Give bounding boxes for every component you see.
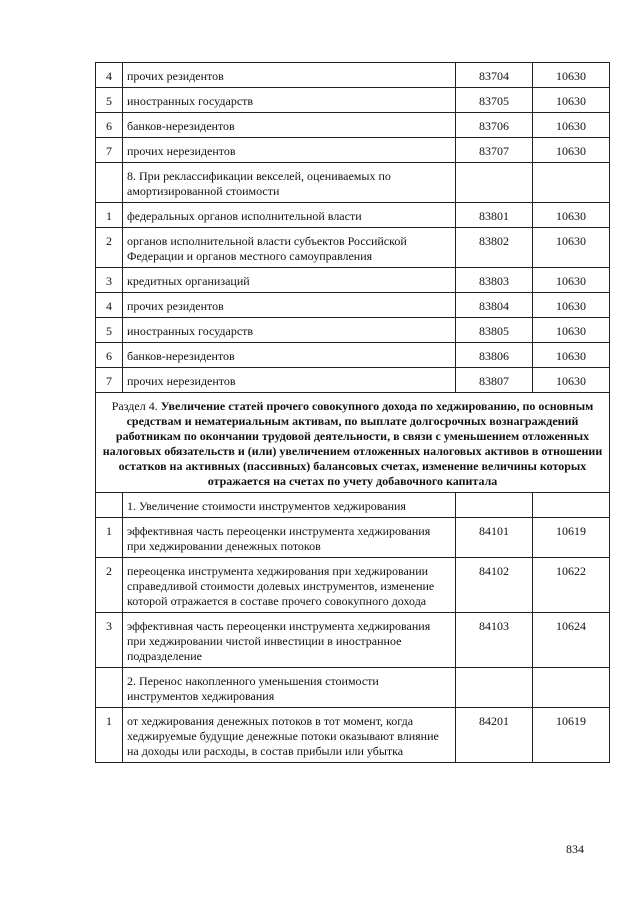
section-heading [96,393,610,493]
row-value: 10630 [533,203,610,228]
row-code: 83807 [456,368,533,393]
row-number: 6 [96,113,123,138]
row-value: 10630 [533,368,610,393]
row-number: 3 [96,268,123,293]
section-row [96,393,610,493]
row-number: 4 [96,293,123,318]
row-code: 83706 [456,113,533,138]
row-code: 84201 [456,708,533,763]
row-description: прочих нерезидентов [123,368,456,393]
row-code: 84102 [456,558,533,613]
row-description: кредитных организаций [123,268,456,293]
row-number: 2 [96,558,123,613]
row-description: прочих нерезидентов [123,138,456,163]
table-row [96,268,610,293]
row-number: 5 [96,318,123,343]
row-code: 84101 [456,518,533,558]
row-description: органов исполнительной власти субъектов Российской Федерации и органов местного самоуправления [123,228,456,268]
row-value: 10630 [533,63,610,88]
row-code: 83704 [456,63,533,88]
table-row [96,113,610,138]
subheading-row [96,668,610,708]
row-value: 10630 [533,88,610,113]
row-value: 10630 [533,113,610,138]
row-value: 10630 [533,138,610,163]
row-value: 10622 [533,558,610,613]
row-code: 83705 [456,88,533,113]
table-row [96,343,610,368]
row-description: иностранных государств [123,318,456,343]
row-description: переоценка инструмента хеджирования при хеджировании справедливой стоимости долевых инструментов, изменение которой отражается в составе прочего совокупного дохода [123,558,456,613]
section-title: Увеличение статей прочего совокупного дохода по хеджированию, по основным средствам и нематериальным активам, по выплате долгосрочных вознаграждений работникам по окончании трудовой деятельности, в связи с уменьшением отложенных налоговых обязательств и (или) увеличением отложенных налоговых активов в отношении остатков на активных (пассивных) балансовых счетах, изменение величины которых отражается на счетах по учету добавочного капитала [102,399,603,488]
row-number: 7 [96,138,123,163]
row-description: прочих резидентов [123,63,456,88]
row-description: прочих резидентов [123,293,456,318]
table-row [96,203,610,228]
row-value: 10630 [533,268,610,293]
table-row [96,228,610,268]
row-description: эффективная часть переоценки инструмента хеджирования при хеджировании денежных потоков [123,518,456,558]
subheading-row [96,493,610,518]
row-number: 5 [96,88,123,113]
table-row [96,318,610,343]
table-row [96,368,610,393]
row-description: банков-нерезидентов [123,113,456,138]
section-prefix: Раздел 4. [111,399,161,413]
row-value: 10630 [533,343,610,368]
table-row [96,138,610,163]
row-description: эффективная часть переоценки инструмента хеджирования при хеджировании чистой инвестиции в иностранное подразделение [123,613,456,668]
table-row [96,293,610,318]
row-description: иностранных государств [123,88,456,113]
page-number: 834 [566,842,584,856]
row-code: 83805 [456,318,533,343]
row-number: 3 [96,613,123,668]
row-number: 2 [96,228,123,268]
table-row [96,88,610,113]
row-code: 83803 [456,268,533,293]
row-number: 6 [96,343,123,368]
row-value: 10624 [533,613,610,668]
row-value: 10619 [533,708,610,763]
row-description: федеральных органов исполнительной власти [123,203,456,228]
row-number: 4 [96,63,123,88]
row-number: 1 [96,518,123,558]
row-number: 1 [96,203,123,228]
accounts-table [95,62,610,763]
row-code: 83806 [456,343,533,368]
table-row [96,708,610,763]
row-code: 83707 [456,138,533,163]
row-description: банков-нерезидентов [123,343,456,368]
row-number: 1 [96,708,123,763]
table-row [96,518,610,558]
row-code: 83802 [456,228,533,268]
subheading-1: 1. Увеличение стоимости инструментов хеджирования [123,493,456,518]
row-code: 83801 [456,203,533,228]
table-row [96,63,610,88]
row-code: 83804 [456,293,533,318]
table-row [96,558,610,613]
row-value: 10630 [533,228,610,268]
row-code: 84103 [456,613,533,668]
row-value: 10619 [533,518,610,558]
subheading-row [96,163,610,203]
row-value: 10630 [533,293,610,318]
table-row [96,613,610,668]
subheading-2: 2. Перенос накопленного уменьшения стоимости инструментов хеджирования [123,668,456,708]
row-number: 7 [96,368,123,393]
subheading-8: 8. При реклассификации векселей, оцениваемых по амортизированной стоимости [123,163,456,203]
row-value: 10630 [533,318,610,343]
row-description: от хеджирования денежных потоков в тот момент, когда хеджируемые будущие денежные потоки оказывают влияние на доходы или расходы, в состав прибыли или убытка [123,708,456,763]
